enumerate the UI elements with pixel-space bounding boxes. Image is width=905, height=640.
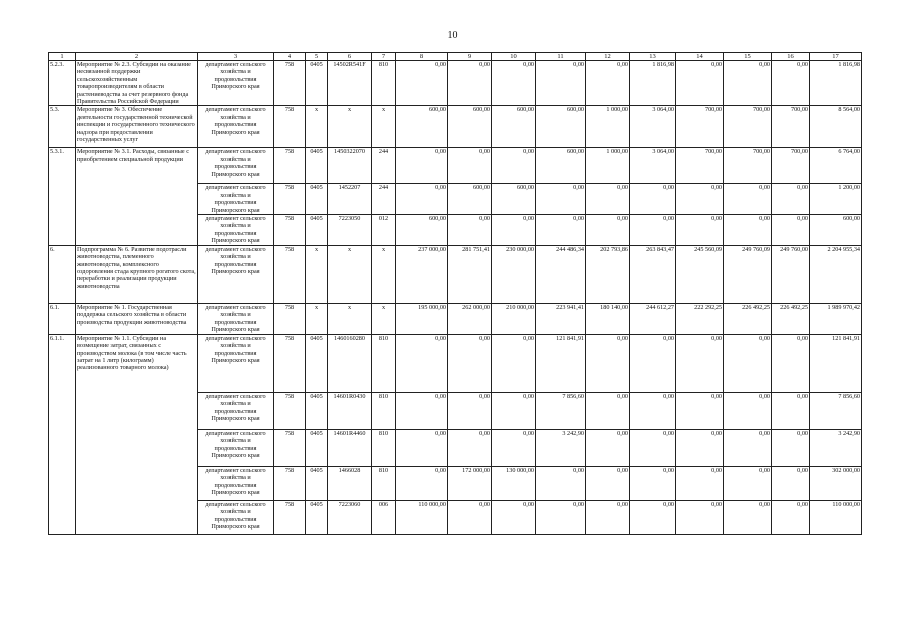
column-header: 11 xyxy=(536,53,586,61)
value-cell: 3 242,90 xyxy=(536,429,586,466)
value-cell: 0,00 xyxy=(396,148,448,184)
value-cell: 249 760,09 xyxy=(724,245,772,303)
code-cell: х xyxy=(372,303,396,334)
value-cell: 700,00 xyxy=(676,106,724,148)
value-cell: 0,00 xyxy=(492,392,536,429)
value-cell: 0,00 xyxy=(676,184,724,215)
code-cell: 244 xyxy=(372,184,396,215)
value-cell: 0,00 xyxy=(630,500,676,534)
row-index: 6. xyxy=(49,245,76,303)
code-cell: 14502R541F xyxy=(328,61,372,106)
value-cell: 0,00 xyxy=(448,429,492,466)
code-cell: 758 xyxy=(274,184,306,215)
value-cell: 0,00 xyxy=(448,148,492,184)
value-cell: 0,00 xyxy=(724,215,772,246)
value-cell: 172 000,00 xyxy=(448,466,492,500)
value-cell: 121 841,91 xyxy=(810,334,862,392)
department-cell: департамент сельского хозяйства и продовольствия Приморского края xyxy=(198,429,274,466)
value-cell: 600,00 xyxy=(492,106,536,148)
value-cell: 0,00 xyxy=(772,500,810,534)
column-header: 5 xyxy=(306,53,328,61)
column-header: 6 xyxy=(328,53,372,61)
value-cell: 1 200,00 xyxy=(810,184,862,215)
department-cell: департамент сельского хозяйства и продовольствия Приморского края xyxy=(198,184,274,215)
header-row xyxy=(49,53,862,61)
value-cell: 130 000,00 xyxy=(492,466,536,500)
column-header: 9 xyxy=(448,53,492,61)
value-cell: 0,00 xyxy=(772,429,810,466)
code-cell: 810 xyxy=(372,466,396,500)
value-cell: 0,00 xyxy=(586,334,630,392)
code-cell: 1450322070 xyxy=(328,148,372,184)
row-name: Подпрограмма № 6. Развитие подотрасли животноводства, племенного животноводства, комплексного оздоровления стада крупного рогатого скота, переработки и реализации продукции животноводства xyxy=(76,245,198,303)
code-cell: х xyxy=(306,106,328,148)
row-index: 5.3.1. xyxy=(49,148,76,245)
value-cell: 0,00 xyxy=(772,466,810,500)
value-cell: 0,00 xyxy=(586,429,630,466)
row-name: Мероприятие № 3. Обеспечение деятельности государственной технической инспекции и государственного технического надзора при предоставлении государственных услуг xyxy=(76,106,198,148)
code-cell: х xyxy=(306,303,328,334)
value-cell: 0,00 xyxy=(676,334,724,392)
code-cell: 758 xyxy=(274,466,306,500)
value-cell: 6 764,00 xyxy=(810,148,862,184)
code-cell: 758 xyxy=(274,148,306,184)
value-cell: 0,00 xyxy=(676,215,724,246)
value-cell: 0,00 xyxy=(536,61,586,106)
value-cell: 700,00 xyxy=(724,148,772,184)
column-header: 10 xyxy=(492,53,536,61)
value-cell: 226 492,25 xyxy=(772,303,810,334)
value-cell: 0,00 xyxy=(586,466,630,500)
code-cell: 14601R0430 xyxy=(328,392,372,429)
column-header: 12 xyxy=(586,53,630,61)
value-cell: 0,00 xyxy=(772,392,810,429)
value-cell: 0,00 xyxy=(492,334,536,392)
column-header: 7 xyxy=(372,53,396,61)
value-cell: 0,00 xyxy=(724,429,772,466)
table-row xyxy=(49,245,862,303)
value-cell: 110 000,00 xyxy=(810,500,862,534)
value-cell: 600,00 xyxy=(492,184,536,215)
value-cell: 0,00 xyxy=(630,184,676,215)
value-cell: 0,00 xyxy=(396,429,448,466)
code-cell: х xyxy=(328,303,372,334)
value-cell: 600,00 xyxy=(810,215,862,246)
value-cell: 0,00 xyxy=(772,334,810,392)
value-cell: 7 856,60 xyxy=(810,392,862,429)
value-cell: 1 000,00 xyxy=(586,148,630,184)
code-cell: х xyxy=(306,245,328,303)
row-index: 5.3. xyxy=(49,106,76,148)
department-cell: департамент сельского хозяйства и продовольствия Приморского края xyxy=(198,245,274,303)
department-cell: департамент сельского хозяйства и продовольствия Приморского края xyxy=(198,61,274,106)
row-index: 6.1. xyxy=(49,303,76,334)
value-cell: 302 000,00 xyxy=(810,466,862,500)
value-cell: 237 000,00 xyxy=(396,245,448,303)
department-cell: департамент сельского хозяйства и продовольствия Приморского края xyxy=(198,106,274,148)
column-header: 2 xyxy=(76,53,198,61)
column-header: 16 xyxy=(772,53,810,61)
value-cell: 700,00 xyxy=(724,106,772,148)
department-cell: департамент сельского хозяйства и продовольствия Приморского края xyxy=(198,215,274,246)
column-header: 17 xyxy=(810,53,862,61)
value-cell: 0,00 xyxy=(724,392,772,429)
value-cell: 0,00 xyxy=(396,184,448,215)
code-cell: 1460160280 xyxy=(328,334,372,392)
value-cell: 600,00 xyxy=(536,106,586,148)
value-cell: 0,00 xyxy=(536,466,586,500)
code-cell: 0405 xyxy=(306,392,328,429)
code-cell: 758 xyxy=(274,500,306,534)
value-cell: 0,00 xyxy=(630,334,676,392)
value-cell: 262 000,00 xyxy=(448,303,492,334)
value-cell: 3 064,00 xyxy=(630,106,676,148)
value-cell: 0,00 xyxy=(396,61,448,106)
code-cell: 0405 xyxy=(306,215,328,246)
table-row xyxy=(49,148,862,184)
value-cell: 1 989 970,42 xyxy=(810,303,862,334)
value-cell: 0,00 xyxy=(724,334,772,392)
code-cell: 758 xyxy=(274,61,306,106)
code-cell: 0405 xyxy=(306,334,328,392)
column-header: 3 xyxy=(198,53,274,61)
budget-table xyxy=(48,52,862,535)
column-header: 13 xyxy=(630,53,676,61)
value-cell: 230 000,00 xyxy=(492,245,536,303)
value-cell: 195 000,00 xyxy=(396,303,448,334)
value-cell: 700,00 xyxy=(676,148,724,184)
code-cell: 758 xyxy=(274,303,306,334)
department-cell: департамент сельского хозяйства и продовольствия Приморского края xyxy=(198,466,274,500)
code-cell: 758 xyxy=(274,334,306,392)
value-cell: 0,00 xyxy=(630,466,676,500)
code-cell: 1452207 xyxy=(328,184,372,215)
value-cell: 0,00 xyxy=(724,500,772,534)
value-cell: 1 816,98 xyxy=(810,61,862,106)
code-cell: 7223050 xyxy=(328,215,372,246)
value-cell: 0,00 xyxy=(492,500,536,534)
code-cell: 810 xyxy=(372,61,396,106)
value-cell: 0,00 xyxy=(676,500,724,534)
department-cell: департамент сельского хозяйства и продовольствия Приморского края xyxy=(198,500,274,534)
value-cell: 222 292,25 xyxy=(676,303,724,334)
code-cell: 810 xyxy=(372,392,396,429)
value-cell: 0,00 xyxy=(586,500,630,534)
value-cell: 0,00 xyxy=(676,392,724,429)
value-cell: 0,00 xyxy=(676,61,724,106)
code-cell: 244 xyxy=(372,148,396,184)
value-cell: 0,00 xyxy=(676,429,724,466)
column-header: 1 xyxy=(49,53,76,61)
department-cell: департамент сельского хозяйства и продовольствия Приморского края xyxy=(198,392,274,429)
column-header: 4 xyxy=(274,53,306,61)
value-cell: 0,00 xyxy=(448,500,492,534)
row-name: Мероприятие № 1. Государственная поддержка сельского хозяйства в области производства продукции животноводства xyxy=(76,303,198,334)
value-cell: 0,00 xyxy=(492,215,536,246)
value-cell: 0,00 xyxy=(492,61,536,106)
value-cell: 0,00 xyxy=(724,466,772,500)
value-cell: 0,00 xyxy=(492,429,536,466)
value-cell: 223 941,41 xyxy=(536,303,586,334)
value-cell: 0,00 xyxy=(772,184,810,215)
table-body xyxy=(49,53,862,535)
value-cell: 1 816,98 xyxy=(630,61,676,106)
value-cell: 0,00 xyxy=(536,184,586,215)
code-cell: 0405 xyxy=(306,184,328,215)
code-cell: х xyxy=(372,106,396,148)
code-cell: 0405 xyxy=(306,61,328,106)
department-cell: департамент сельского хозяйства и продовольствия Приморского края xyxy=(198,148,274,184)
value-cell: 700,00 xyxy=(772,148,810,184)
code-cell: х xyxy=(328,106,372,148)
value-cell: 245 560,09 xyxy=(676,245,724,303)
code-cell: 810 xyxy=(372,334,396,392)
value-cell: 0,00 xyxy=(536,215,586,246)
value-cell: 0,00 xyxy=(586,215,630,246)
value-cell: 700,00 xyxy=(772,106,810,148)
value-cell: 0,00 xyxy=(676,466,724,500)
value-cell: 0,00 xyxy=(448,334,492,392)
value-cell: 0,00 xyxy=(630,429,676,466)
code-cell: 7223060 xyxy=(328,500,372,534)
department-cell: департамент сельского хозяйства и продовольствия Приморского края xyxy=(198,303,274,334)
value-cell: 0,00 xyxy=(396,334,448,392)
code-cell: х xyxy=(328,245,372,303)
column-header: 15 xyxy=(724,53,772,61)
value-cell: 0,00 xyxy=(536,500,586,534)
row-index: 6.1.1. xyxy=(49,334,76,534)
row-name: Мероприятие № 3.1. Расходы, связанные с приобретением специальной продукции xyxy=(76,148,198,245)
code-cell: 758 xyxy=(274,245,306,303)
code-cell: х xyxy=(372,245,396,303)
value-cell: 2 204 955,34 xyxy=(810,245,862,303)
value-cell: 244 612,27 xyxy=(630,303,676,334)
code-cell: 810 xyxy=(372,429,396,466)
code-cell: 012 xyxy=(372,215,396,246)
code-cell: 758 xyxy=(274,429,306,466)
value-cell: 0,00 xyxy=(586,61,630,106)
column-header: 8 xyxy=(396,53,448,61)
value-cell: 0,00 xyxy=(630,215,676,246)
value-cell: 0,00 xyxy=(448,215,492,246)
value-cell: 0,00 xyxy=(448,61,492,106)
code-cell: 14601R4460 xyxy=(328,429,372,466)
code-cell: 758 xyxy=(274,392,306,429)
value-cell: 0,00 xyxy=(772,61,810,106)
row-index: 5.2.3. xyxy=(49,61,76,106)
table-row xyxy=(49,334,862,392)
table-row xyxy=(49,61,862,106)
code-cell: 006 xyxy=(372,500,396,534)
value-cell: 0,00 xyxy=(448,392,492,429)
value-cell: 1 000,00 xyxy=(586,106,630,148)
value-cell: 3 242,90 xyxy=(810,429,862,466)
table-row xyxy=(49,303,862,334)
value-cell: 244 486,34 xyxy=(536,245,586,303)
value-cell: 600,00 xyxy=(536,148,586,184)
value-cell: 7 856,60 xyxy=(536,392,586,429)
value-cell: 110 000,00 xyxy=(396,500,448,534)
table-row xyxy=(49,106,862,148)
value-cell: 180 140,00 xyxy=(586,303,630,334)
code-cell: 0405 xyxy=(306,429,328,466)
code-cell: 758 xyxy=(274,106,306,148)
value-cell: 0,00 xyxy=(630,392,676,429)
value-cell: 600,00 xyxy=(448,184,492,215)
department-cell: департамент сельского хозяйства и продовольствия Приморского края xyxy=(198,334,274,392)
value-cell: 226 492,25 xyxy=(724,303,772,334)
value-cell: 121 841,91 xyxy=(536,334,586,392)
page-number: 10 xyxy=(447,30,458,41)
column-header: 14 xyxy=(676,53,724,61)
code-cell: 0405 xyxy=(306,148,328,184)
value-cell: 0,00 xyxy=(772,215,810,246)
code-cell: 758 xyxy=(274,215,306,246)
value-cell: 600,00 xyxy=(396,106,448,148)
code-cell: 0405 xyxy=(306,500,328,534)
value-cell: 0,00 xyxy=(586,392,630,429)
value-cell: 210 000,00 xyxy=(492,303,536,334)
value-cell: 600,00 xyxy=(448,106,492,148)
value-cell: 600,00 xyxy=(396,215,448,246)
value-cell: 281 751,41 xyxy=(448,245,492,303)
value-cell: 0,00 xyxy=(724,184,772,215)
value-cell: 0,00 xyxy=(492,148,536,184)
row-name: Мероприятие № 2.3. Субсидии на оказание несвязанной поддержки сельскохозяйственным товаропроизводителям в области растениеводства за счет резервного фонда Правительства Российской Федерации xyxy=(76,61,198,106)
row-name: Мероприятие № 1.1. Субсидии на возмещение затрат, связанных с производством молока (в том числе часть затрат на 1 литр (килограмм) реализованного товарного молока) xyxy=(76,334,198,534)
code-cell: 0405 xyxy=(306,466,328,500)
value-cell: 249 760,00 xyxy=(772,245,810,303)
value-cell: 0,00 xyxy=(586,184,630,215)
value-cell: 3 064,00 xyxy=(630,148,676,184)
value-cell: 0,00 xyxy=(396,392,448,429)
value-cell: 263 843,47 xyxy=(630,245,676,303)
value-cell: 202 793,86 xyxy=(586,245,630,303)
value-cell: 0,00 xyxy=(396,466,448,500)
code-cell: 1466028 xyxy=(328,466,372,500)
value-cell: 8 564,00 xyxy=(810,106,862,148)
value-cell: 0,00 xyxy=(724,61,772,106)
